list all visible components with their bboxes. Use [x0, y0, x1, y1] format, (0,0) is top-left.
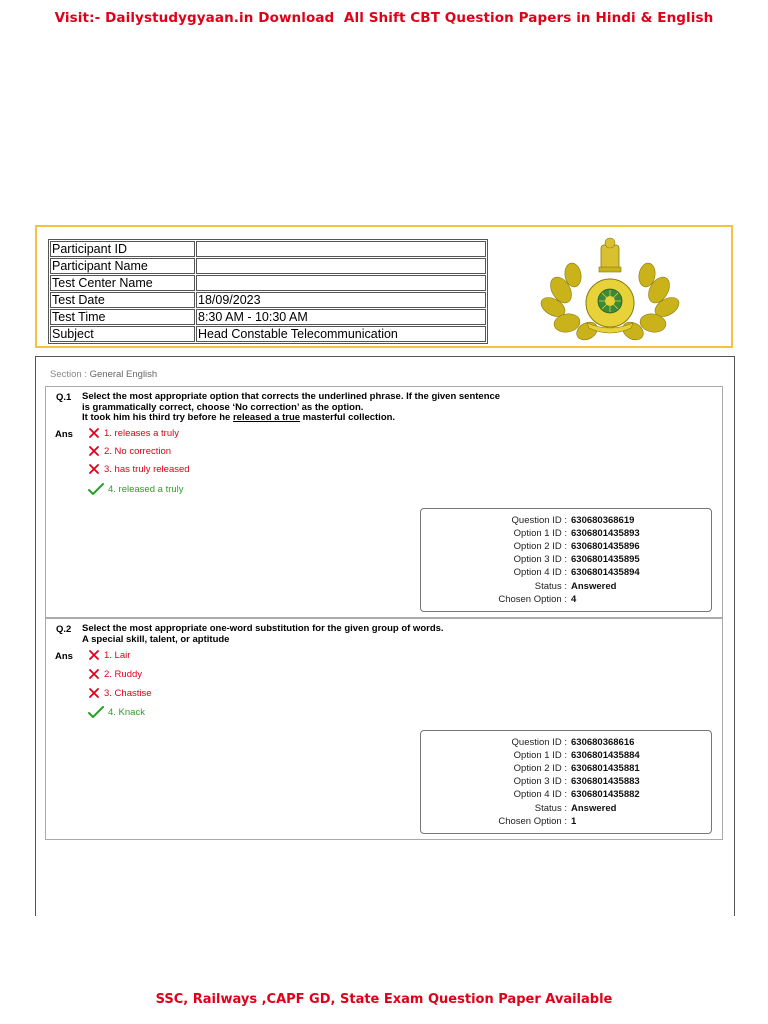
info-row-participant-name: [50, 258, 486, 274]
info-row-participant-id: [50, 241, 486, 257]
info-value: Head Constable Telecommunication: [196, 326, 486, 342]
check-icon: [88, 706, 104, 718]
info-value: 8:30 AM - 10:30 AM: [196, 309, 486, 325]
meta-value: 6306801435882: [571, 789, 640, 800]
underlined-phrase: released a true: [232, 412, 301, 423]
option-3: [88, 687, 152, 699]
section-name: General English: [89, 369, 158, 380]
meta-key: Chosen Option :: [498, 594, 567, 605]
meta-key: Status :: [534, 581, 567, 592]
question-text: [82, 624, 602, 645]
option-label: 2. No correction: [104, 445, 172, 457]
meta-row: [421, 567, 711, 579]
option-4: [88, 483, 184, 495]
info-label: Test Date: [50, 292, 195, 308]
meta-key: Option 1 ID :: [513, 528, 567, 539]
question-card-2: [45, 618, 723, 840]
info-value: [196, 275, 486, 291]
cross-icon: [88, 649, 100, 661]
question-number: Q.2: [56, 624, 72, 635]
bottom-banner: SSC, Railways ,CAPF GD, State Exam Question Paper Available: [155, 992, 613, 1007]
response-sheet-frame: [35, 356, 735, 916]
meta-value: 6306801435896: [571, 541, 640, 552]
info-row-test-time: [50, 309, 486, 325]
top-banner: Visit:- Dailystudygyaan.in Download All Shift CBT Question Papers in Hindi & English: [54, 10, 714, 26]
question-text-line: A special skill, talent, or aptitude: [82, 633, 230, 645]
meta-value: 6306801435881: [571, 763, 640, 774]
meta-row: [421, 803, 711, 815]
meta-key: Option 3 ID :: [513, 776, 567, 787]
question-meta-panel: [420, 508, 712, 612]
info-row-subject: [50, 326, 486, 342]
cross-icon: [88, 445, 100, 457]
meta-value: 6306801435895: [571, 554, 640, 565]
option-2: [88, 668, 142, 680]
meta-row: [421, 789, 711, 801]
option-label: 4. Knack: [108, 706, 145, 718]
question-text: [82, 392, 602, 424]
question-card-1: [45, 386, 723, 618]
question-text-line: is grammatically correct, choose ‘No correction’ as the option.: [82, 401, 364, 413]
meta-value: 630680368619: [571, 515, 635, 526]
info-row-test-center: [50, 275, 486, 291]
meta-value: 6306801435893: [571, 528, 640, 539]
question-number: Q.1: [56, 392, 72, 403]
meta-row: [421, 737, 711, 749]
check-icon: [88, 483, 104, 495]
participant-info-table: [48, 239, 488, 344]
option-4: [88, 706, 145, 718]
info-label: Participant Name: [50, 258, 195, 274]
option-label: 3. Chastise: [104, 687, 152, 699]
meta-row: [421, 594, 711, 606]
meta-value: 630680368616: [571, 737, 635, 748]
meta-key: Option 4 ID :: [513, 567, 567, 578]
sentence-pre: It took him his third try before he: [82, 412, 233, 423]
option-label: 1. Lair: [104, 649, 131, 661]
meta-key: Chosen Option :: [498, 816, 567, 827]
meta-row: [421, 528, 711, 540]
meta-row: [421, 776, 711, 788]
cross-icon: [88, 427, 100, 439]
meta-value: 6306801435883: [571, 776, 640, 787]
section-label: [50, 369, 157, 380]
option-2: [88, 445, 171, 457]
meta-key: Option 2 ID :: [513, 541, 567, 552]
meta-key: Option 1 ID :: [513, 750, 567, 761]
cross-icon: [88, 668, 100, 680]
meta-key: Option 4 ID :: [513, 789, 567, 800]
itbp-emblem-icon: [539, 235, 681, 343]
question-text-line: Select the most appropriate one-word substitution for the given group of words.: [82, 623, 444, 634]
meta-value: 6306801435884: [571, 750, 640, 761]
meta-value: 4: [571, 594, 577, 605]
option-label: 1. releases a truly: [104, 427, 179, 439]
question-meta-panel: [420, 730, 712, 834]
info-row-test-date: [50, 292, 486, 308]
meta-value: Answered: [571, 581, 617, 592]
option-label: 4. released a truly: [108, 483, 184, 495]
option-label: 2. Ruddy: [104, 668, 143, 680]
info-label: Subject: [50, 326, 195, 342]
cross-icon: [88, 687, 100, 699]
info-label: Test Center Name: [50, 275, 195, 291]
option-3: [88, 463, 190, 475]
question-text-line: [82, 413, 602, 424]
meta-key: Question ID :: [511, 515, 567, 526]
option-1: [88, 427, 179, 439]
section-prefix: Section :: [50, 369, 90, 380]
info-value: [196, 258, 486, 274]
meta-row: [421, 581, 711, 593]
meta-key: Option 2 ID :: [513, 763, 567, 774]
meta-key: Option 3 ID :: [513, 554, 567, 565]
info-label: Test Time: [50, 309, 195, 325]
option-1: [88, 649, 130, 661]
option-label: 3. has truly released: [104, 463, 190, 475]
info-value: 18/09/2023: [196, 292, 486, 308]
meta-value: Answered: [571, 803, 617, 814]
meta-row: [421, 515, 711, 527]
meta-key: Status :: [534, 803, 567, 814]
meta-value: 6306801435894: [571, 567, 640, 578]
meta-key: Question ID :: [511, 737, 567, 748]
meta-value: 1: [571, 816, 577, 827]
meta-row: [421, 763, 711, 775]
meta-row: [421, 816, 711, 828]
info-label: Participant ID: [50, 241, 195, 257]
meta-row: [421, 554, 711, 566]
info-value: [196, 241, 486, 257]
meta-row: [421, 541, 711, 553]
participant-header: [35, 225, 733, 348]
cross-icon: [88, 463, 100, 475]
question-text-line: Select the most appropriate option that corrects the underlined phrase. If the given sentence: [82, 391, 501, 402]
ans-label: Ans: [55, 429, 73, 440]
meta-row: [421, 750, 711, 762]
sentence-post: masterful collection.: [300, 412, 396, 423]
ans-label: Ans: [55, 651, 73, 662]
